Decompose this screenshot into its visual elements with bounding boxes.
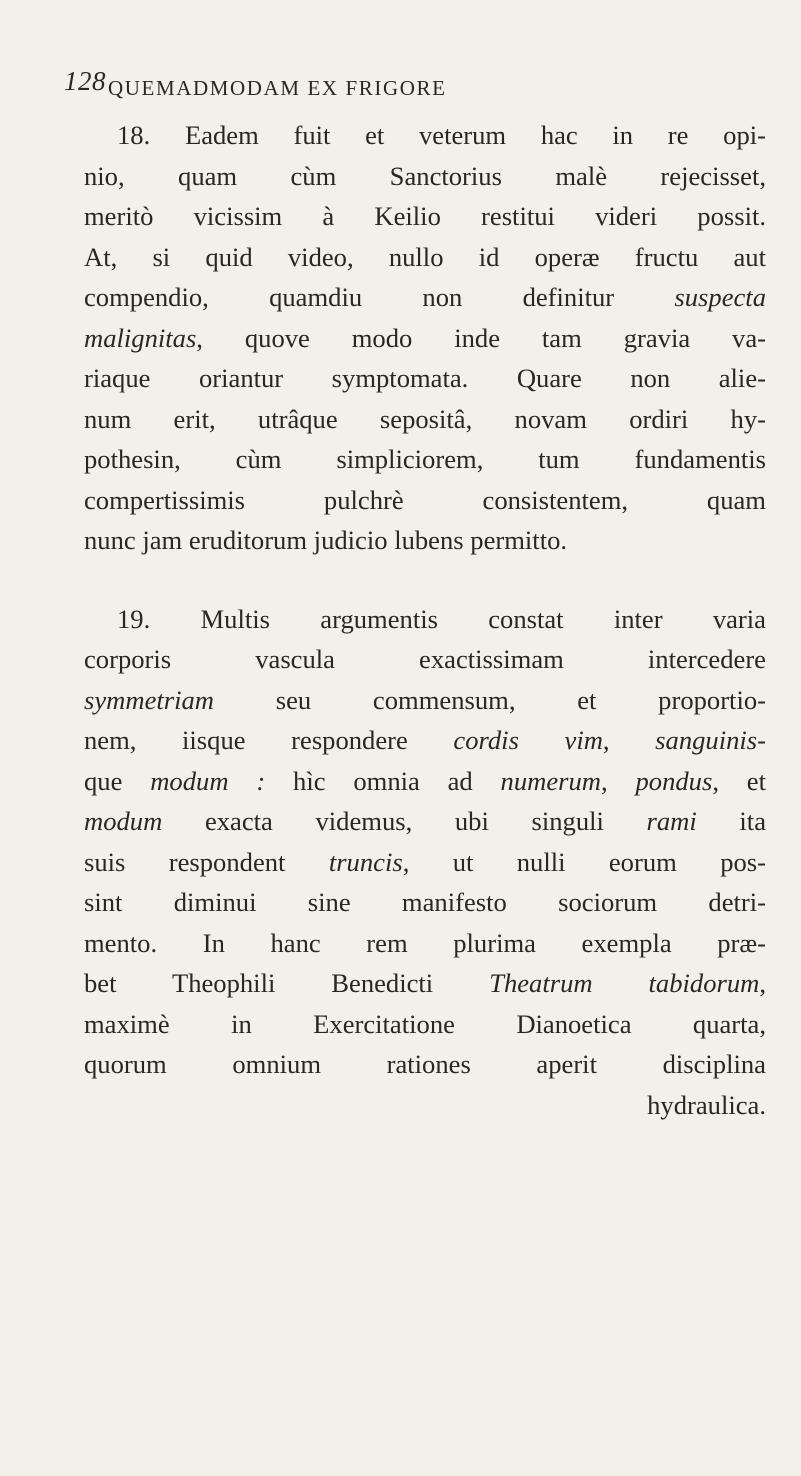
text-run: num erit, utrâque sepositâ, novam ordiri hy- xyxy=(84,403,766,434)
text-run: meritò vicissim à Keilio restitui videri possit. xyxy=(84,201,766,231)
text-line xyxy=(84,237,766,278)
text-run: nio, quam cùm Sanctorius malè rejecisset, xyxy=(84,160,766,191)
text-line xyxy=(84,720,766,761)
italic-text: modum : xyxy=(150,765,266,796)
text-run: corporis vascula exactissimam intercedere xyxy=(84,644,766,674)
text-line xyxy=(84,801,766,842)
italic-text: modum xyxy=(84,806,163,836)
text-line xyxy=(84,599,766,640)
text-run: nunc jam eruditorum judicio lubens permitto. xyxy=(84,525,568,555)
text-line xyxy=(84,196,766,237)
page-number: 128 xyxy=(64,66,106,96)
text-run: At, si quid video, nullo id operæ fructu aut xyxy=(84,241,766,272)
text-line xyxy=(84,358,766,399)
text-line xyxy=(84,399,766,440)
text-line xyxy=(84,156,766,197)
text-line xyxy=(84,923,766,964)
text-run: nem, iisque respondere xyxy=(84,725,454,755)
text-line xyxy=(84,680,766,721)
text-run: suis respondent xyxy=(84,846,329,877)
text-run: maximè in Exercitatione Dianoetica quarta, xyxy=(84,1008,766,1039)
text-line xyxy=(84,115,766,156)
italic-text: numerum xyxy=(500,765,602,796)
italic-text: malignitas xyxy=(84,322,197,353)
text-line xyxy=(84,1044,766,1085)
text-run: seu commensum, et proportio- xyxy=(214,684,766,715)
text-run: , et xyxy=(712,765,766,796)
text-line xyxy=(84,963,766,1004)
text-run: que xyxy=(84,765,151,796)
text-run: riaque oriantur symptomata. Quare non alie- xyxy=(84,363,766,393)
text-run: , ut nulli eorum pos- xyxy=(402,846,766,877)
text-run: compendio, quamdiu non definitur xyxy=(84,282,675,312)
text-line xyxy=(84,1085,766,1126)
paragraph-18 xyxy=(84,115,766,561)
text-run: pothesin, cùm simpliciorem, tum fundamentis xyxy=(84,444,766,474)
text-run: quorum omnium rationes aperit disciplina xyxy=(84,1049,766,1079)
text-run: , xyxy=(602,725,656,755)
text-run: , xyxy=(601,765,636,796)
text-run: Multis argumentis constat inter varia xyxy=(150,603,766,634)
text-run: ita xyxy=(696,806,766,836)
italic-text: Theatrum tabidorum xyxy=(489,968,760,998)
italic-text: cordis vim xyxy=(453,725,603,755)
text-run: , xyxy=(759,968,766,998)
text-line xyxy=(84,480,766,521)
text-line xyxy=(84,318,766,359)
text-line xyxy=(84,761,766,802)
text-run: hìc omnia ad xyxy=(265,765,501,796)
text-line xyxy=(84,1004,766,1045)
paragraph-19 xyxy=(84,599,766,1126)
text-run: , quove modo inde tam gravia va- xyxy=(196,322,766,353)
body-text xyxy=(84,115,766,1125)
italic-text: symmetriam xyxy=(84,684,214,715)
text-run: sint diminui sine manifesto sociorum detri- xyxy=(84,887,766,917)
paragraph-number: 18. xyxy=(117,120,151,150)
running-head: QUEMADMODAM EX FRIGORE xyxy=(108,76,447,100)
page-header xyxy=(64,66,744,106)
text-line xyxy=(84,439,766,480)
text-run: Eadem fuit et veterum hac in re opi- xyxy=(150,120,766,150)
italic-text: suspecta xyxy=(674,282,766,312)
italic-text: sanguinis- xyxy=(655,725,766,755)
italic-text: truncis xyxy=(328,846,403,877)
paragraph-number: 19. xyxy=(117,603,151,634)
text-line xyxy=(84,277,766,318)
italic-text: pondus xyxy=(635,765,713,796)
text-line xyxy=(84,520,766,561)
text-line xyxy=(84,842,766,883)
text-run: compertissimis pulchrè consistentem, quam xyxy=(84,484,766,515)
text-run: mento. In hanc rem plurima exempla præ- xyxy=(84,927,766,958)
text-run: bet Theophili Benedicti xyxy=(84,968,490,998)
italic-text: rami xyxy=(646,806,697,836)
text-run: hydraulica. xyxy=(647,1089,766,1120)
text-line xyxy=(84,639,766,680)
text-run: exacta videmus, ubi singuli xyxy=(162,806,647,836)
text-line xyxy=(84,882,766,923)
